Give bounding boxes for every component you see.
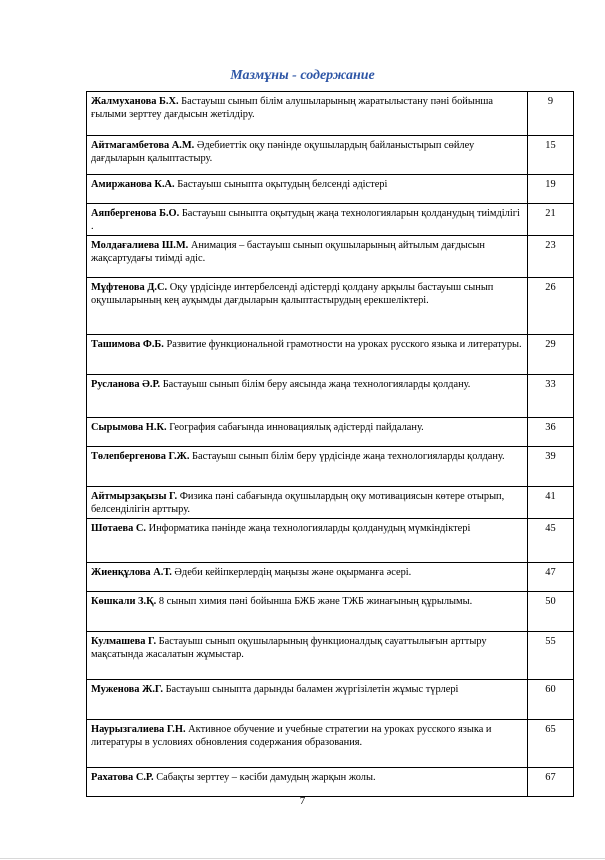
toc-entry xyxy=(87,768,528,797)
toc-title: Бастауыш сыныпта дарынды баламен жүргізілетін жұмыс түрлері xyxy=(162,684,459,695)
toc-entry xyxy=(87,175,528,204)
toc-author: Амиржанова К.А. xyxy=(91,179,175,190)
toc-title: География сабағында инновациялық әдістерді пайдалану. xyxy=(166,422,424,433)
toc-title: Бастауыш сынып оқушыларының функционалдық сауаттылығын арттыру мақсатында жасалатын жұмыстар. xyxy=(91,636,487,660)
toc-row xyxy=(87,204,574,236)
toc-author: Ташимова Ф.Б. xyxy=(91,339,164,350)
toc-row xyxy=(87,487,574,519)
toc-author: Жиенқұлова А.Т. xyxy=(91,567,172,578)
toc-row xyxy=(87,632,574,680)
toc-entry xyxy=(87,236,528,278)
toc-entry xyxy=(87,278,528,335)
toc-title: Бастауыш сынып білім алушыларының жаратылыстану пәні бойынша ғылыми зерттеу дағдысын жетілдіру. xyxy=(91,96,494,120)
toc-page-number: 9 xyxy=(528,92,574,136)
toc-row xyxy=(87,278,574,335)
toc-entry xyxy=(87,563,528,592)
page-title: Мазмұны - содержание xyxy=(230,68,375,83)
toc-title: Сабақты зерттеу – кәсіби дамудың жарқын жолы. xyxy=(153,772,376,783)
toc-title: Оқу үрдісінде интербелсенді әдістерді қолдану арқылы бастауыш сынып оқушыларының кең ауқымды дағдыларын қалыптастырудың ерекшеліктері. xyxy=(91,282,494,306)
toc-author: Наурызгалиева Г.Н. xyxy=(91,724,186,735)
toc-row xyxy=(87,592,574,632)
toc-title: Развитие функциональной грамотности на уроках русского языка и литературы. xyxy=(163,339,522,350)
toc-page-number: 47 xyxy=(528,563,574,592)
bottom-divider xyxy=(0,858,605,859)
toc-author: Жалмуханова Б.Х. xyxy=(91,96,179,107)
toc-row xyxy=(87,335,574,375)
toc-page-number: 26 xyxy=(528,278,574,335)
toc-entry xyxy=(87,92,528,136)
toc-title: Әдеби кейіпкерлердің маңызы және оқырманға әсері. xyxy=(171,567,412,578)
toc-body xyxy=(87,92,574,797)
toc-page-number: 60 xyxy=(528,680,574,720)
toc-title: Информатика пәнінде жаңа технологияларды қолданудың мүмкіндіктері xyxy=(146,523,471,534)
toc-row xyxy=(87,447,574,487)
toc-author: Айтмырзақызы Г. xyxy=(91,491,178,502)
toc-title: Бастауыш сынып білім беру үрдісінде жаңа технологияларды қолдану. xyxy=(189,451,505,462)
toc-row xyxy=(87,768,574,797)
toc-entry xyxy=(87,204,528,236)
toc-row xyxy=(87,92,574,136)
toc-row xyxy=(87,236,574,278)
toc-entry xyxy=(87,592,528,632)
toc-entry xyxy=(87,487,528,519)
toc-page-number: 15 xyxy=(528,136,574,175)
toc-entry xyxy=(87,632,528,680)
toc-title: 8 сынып химия пәні бойынша БЖБ және ТЖБ жинағының құрылымы. xyxy=(156,596,473,607)
toc-title: Активное обучение и учебные стратегии на уроках русского языка и литературы в условиях обновления содержания образования. xyxy=(91,724,492,748)
toc-page-number: 19 xyxy=(528,175,574,204)
toc-entry xyxy=(87,519,528,563)
toc-author: Айтмагамбетова А.М. xyxy=(91,140,195,151)
toc-row xyxy=(87,563,574,592)
toc-page-number: 41 xyxy=(528,487,574,519)
toc-row xyxy=(87,720,574,768)
toc-row xyxy=(87,175,574,204)
table-of-contents xyxy=(86,91,574,797)
toc-author: Муженова Ж.Г. xyxy=(91,684,163,695)
toc-page-number: 33 xyxy=(528,375,574,418)
toc-row xyxy=(87,375,574,418)
toc-page-number: 45 xyxy=(528,519,574,563)
toc-row xyxy=(87,519,574,563)
toc-page-number: 67 xyxy=(528,768,574,797)
toc-entry xyxy=(87,418,528,447)
toc-entry xyxy=(87,335,528,375)
toc-page-number: 39 xyxy=(528,447,574,487)
toc-row xyxy=(87,680,574,720)
toc-row xyxy=(87,418,574,447)
toc-author: Молдағалиева Ш.М. xyxy=(91,240,189,251)
toc-title: Әдебиеттік оқу пәнінде оқушылардың байланыстырып сөйлеу дағдыларын қалыптастыру. xyxy=(91,140,475,164)
toc-entry xyxy=(87,375,528,418)
toc-author: Төлепбергенова Г.Ж. xyxy=(91,451,190,462)
toc-author: Мұфтенова Д.С. xyxy=(91,282,168,293)
toc-author: Рахатова С.Р. xyxy=(91,772,154,783)
toc-title: Анимация – бастауыш сынып оқушыларының айтылым дағдысын жақсартудағы тиімді әдіс. xyxy=(91,240,485,264)
page-number: 7 xyxy=(299,795,306,807)
toc-row xyxy=(87,136,574,175)
toc-author: Аяпбергенова Б.О. xyxy=(91,208,180,219)
toc-page-number: 36 xyxy=(528,418,574,447)
toc-title: Бастауыш сыныпта оқытудың жаңа технологияларын қолданудың тиімділігі . xyxy=(91,208,520,232)
toc-author: Кулмашева Г. xyxy=(91,636,157,647)
toc-entry xyxy=(87,447,528,487)
toc-entry xyxy=(87,720,528,768)
toc-page-number: 55 xyxy=(528,632,574,680)
toc-title: Бастауыш сыныпта оқытудың белсенді әдістері xyxy=(174,179,388,190)
toc-author: Шотаева С. xyxy=(91,523,147,534)
toc-author: Көшкали З.Қ. xyxy=(91,596,157,607)
toc-entry xyxy=(87,136,528,175)
toc-page-number: 23 xyxy=(528,236,574,278)
toc-page-number: 21 xyxy=(528,204,574,236)
toc-page-number: 29 xyxy=(528,335,574,375)
toc-title: Бастауыш сынып білім беру аясында жаңа технологияларды қолдану. xyxy=(160,379,471,390)
toc-author: Русланова Ә.Р. xyxy=(91,379,161,390)
toc-page-number: 65 xyxy=(528,720,574,768)
toc-author: Сырымова Н.К. xyxy=(91,422,167,433)
toc-page-number: 50 xyxy=(528,592,574,632)
toc-entry xyxy=(87,680,528,720)
toc-title: Физика пәні сабағында оқушылардың оқу мотивациясын көтере отырып, белсенділігін арттыру. xyxy=(91,491,505,515)
